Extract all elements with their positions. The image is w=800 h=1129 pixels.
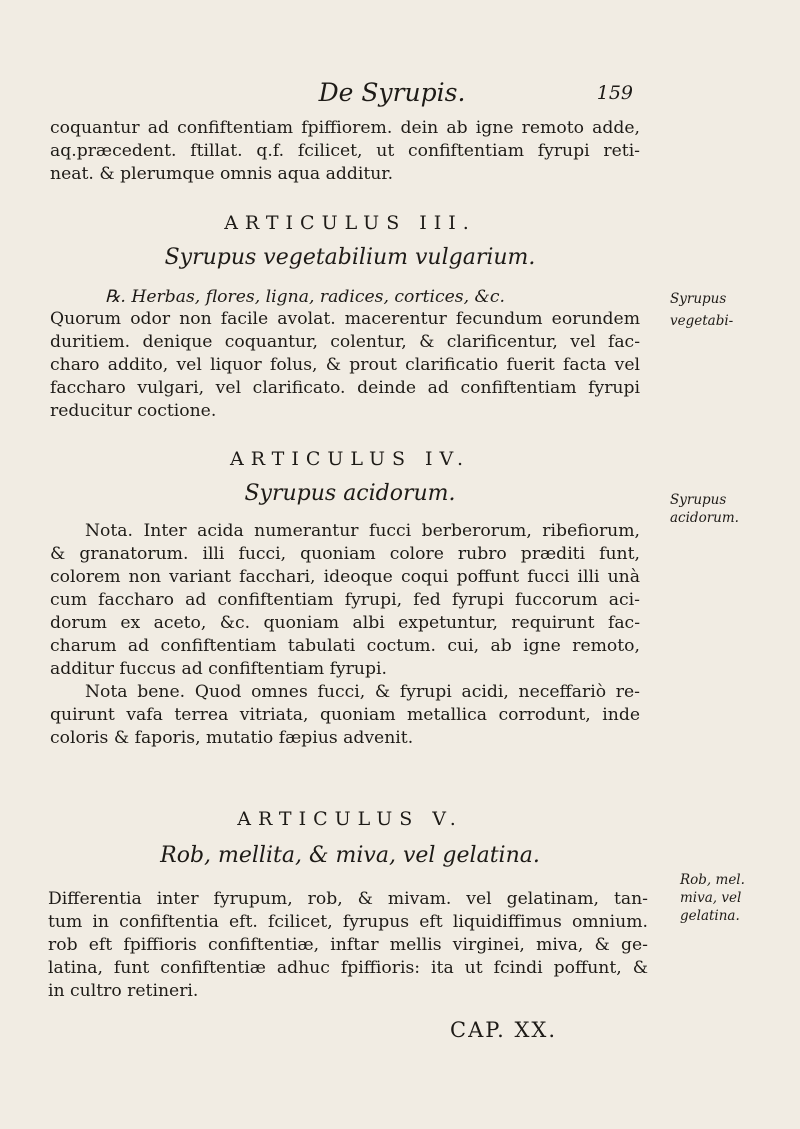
text-line: charo addito, vel liquor folus, & prout clarificatio fuerit facta vel	[50, 355, 640, 375]
article-title: Syrupus acidorum.	[244, 481, 456, 506]
text-line: additur fuccus ad confiftentiam fyrupi.	[50, 659, 387, 679]
margin-note-line: gelatina.	[680, 908, 740, 924]
article-heading: ARTICULUS V.	[237, 808, 463, 830]
text-line: latina, funt confiftentiæ adhuc fpiffioris: ita ut fcindi poffunt, &	[48, 958, 648, 978]
running-head	[0, 78, 800, 112]
text-line: duritiem. denique coquantur, colentur, & clarificentur, vel fac-	[50, 332, 640, 352]
text-line: Nota. Inter acida numerantur fucci berberorum, ribefiorum,	[85, 521, 640, 541]
text-line: quirunt vafa terrea vitriata, quoniam metallica corrodunt, inde	[50, 705, 640, 725]
catchword: CAP. XX.	[450, 1018, 558, 1042]
margin-note-line: vegetabi-	[670, 313, 734, 329]
article-title: Syrupus vegetabilium vulgarium.	[164, 245, 536, 270]
text-line: faccharo vulgari, vel clarificato. deinde ad confiftentiam fyrupi	[50, 378, 640, 398]
page-number: 159	[596, 82, 633, 104]
text-line: & granatorum. illi fucci, quoniam colore rubro præditi funt,	[50, 544, 640, 564]
text-line: dorum ex aceto, &c. quoniam albi expetuntur, requirunt fac-	[50, 613, 640, 633]
text-line: rob eft fpiffioris confiftentiæ, inftar mellis virginei, miva, & ge-	[48, 935, 648, 955]
text-line: cum faccharo ad confiftentiam fyrupi, fed fyrupi fuccorum aci-	[50, 590, 640, 610]
margin-note-line: acidorum.	[670, 510, 739, 526]
text-line: coloris & faporis, mutatio fæpius advenit.	[50, 728, 414, 748]
text-line: Nota bene. Quod omnes fucci, & fyrupi acidi, neceffariò re-	[85, 682, 640, 702]
running-title: De Syrupis.	[318, 78, 466, 107]
text-line: Quorum odor non facile avolat. macerentur fecundum eorundem	[50, 309, 640, 329]
text-line: neat. & plerumque omnis aqua additur.	[50, 164, 394, 184]
article-title: Rob, mellita, & miva, vel gelatina.	[160, 843, 540, 868]
text-line: tum in confiftentia eft. fcilicet, fyrupus eft liquidiffimus omnium.	[48, 912, 648, 932]
text-line: charum ad confiftentiam tabulati coctum. cui, ab igne remoto,	[50, 636, 640, 656]
text-line: colorem non variant facchari, ideoque coqui poffunt fucci illi unà	[50, 567, 640, 587]
text-line: in cultro retineri.	[48, 981, 199, 1001]
margin-note-line: miva, vel	[680, 890, 742, 906]
margin-note-line: Syrupus	[670, 291, 727, 307]
text-line: coquantur ad confiftentiam fpiffiorem. dein ab igne remoto adde,	[50, 118, 640, 138]
margin-note-line: Syrupus	[670, 492, 727, 508]
article-heading: ARTICULUS IV.	[229, 448, 470, 470]
text-line: Differentia inter fyrupum, rob, & mivam. vel gelatinam, tan-	[48, 889, 648, 909]
article-heading: ARTICULUS III.	[224, 212, 476, 234]
text-line: aq.præcedent. ftillat. q.f. fcilicet, ut confiftentiam fyrupi reti-	[50, 141, 640, 161]
margin-note-line: Rob, mel.	[680, 872, 745, 888]
text-line: reducitur coctione.	[50, 401, 217, 421]
recipe-line: ℞. Herbas, flores, ligna, radices, cortices, &c.	[105, 287, 505, 307]
